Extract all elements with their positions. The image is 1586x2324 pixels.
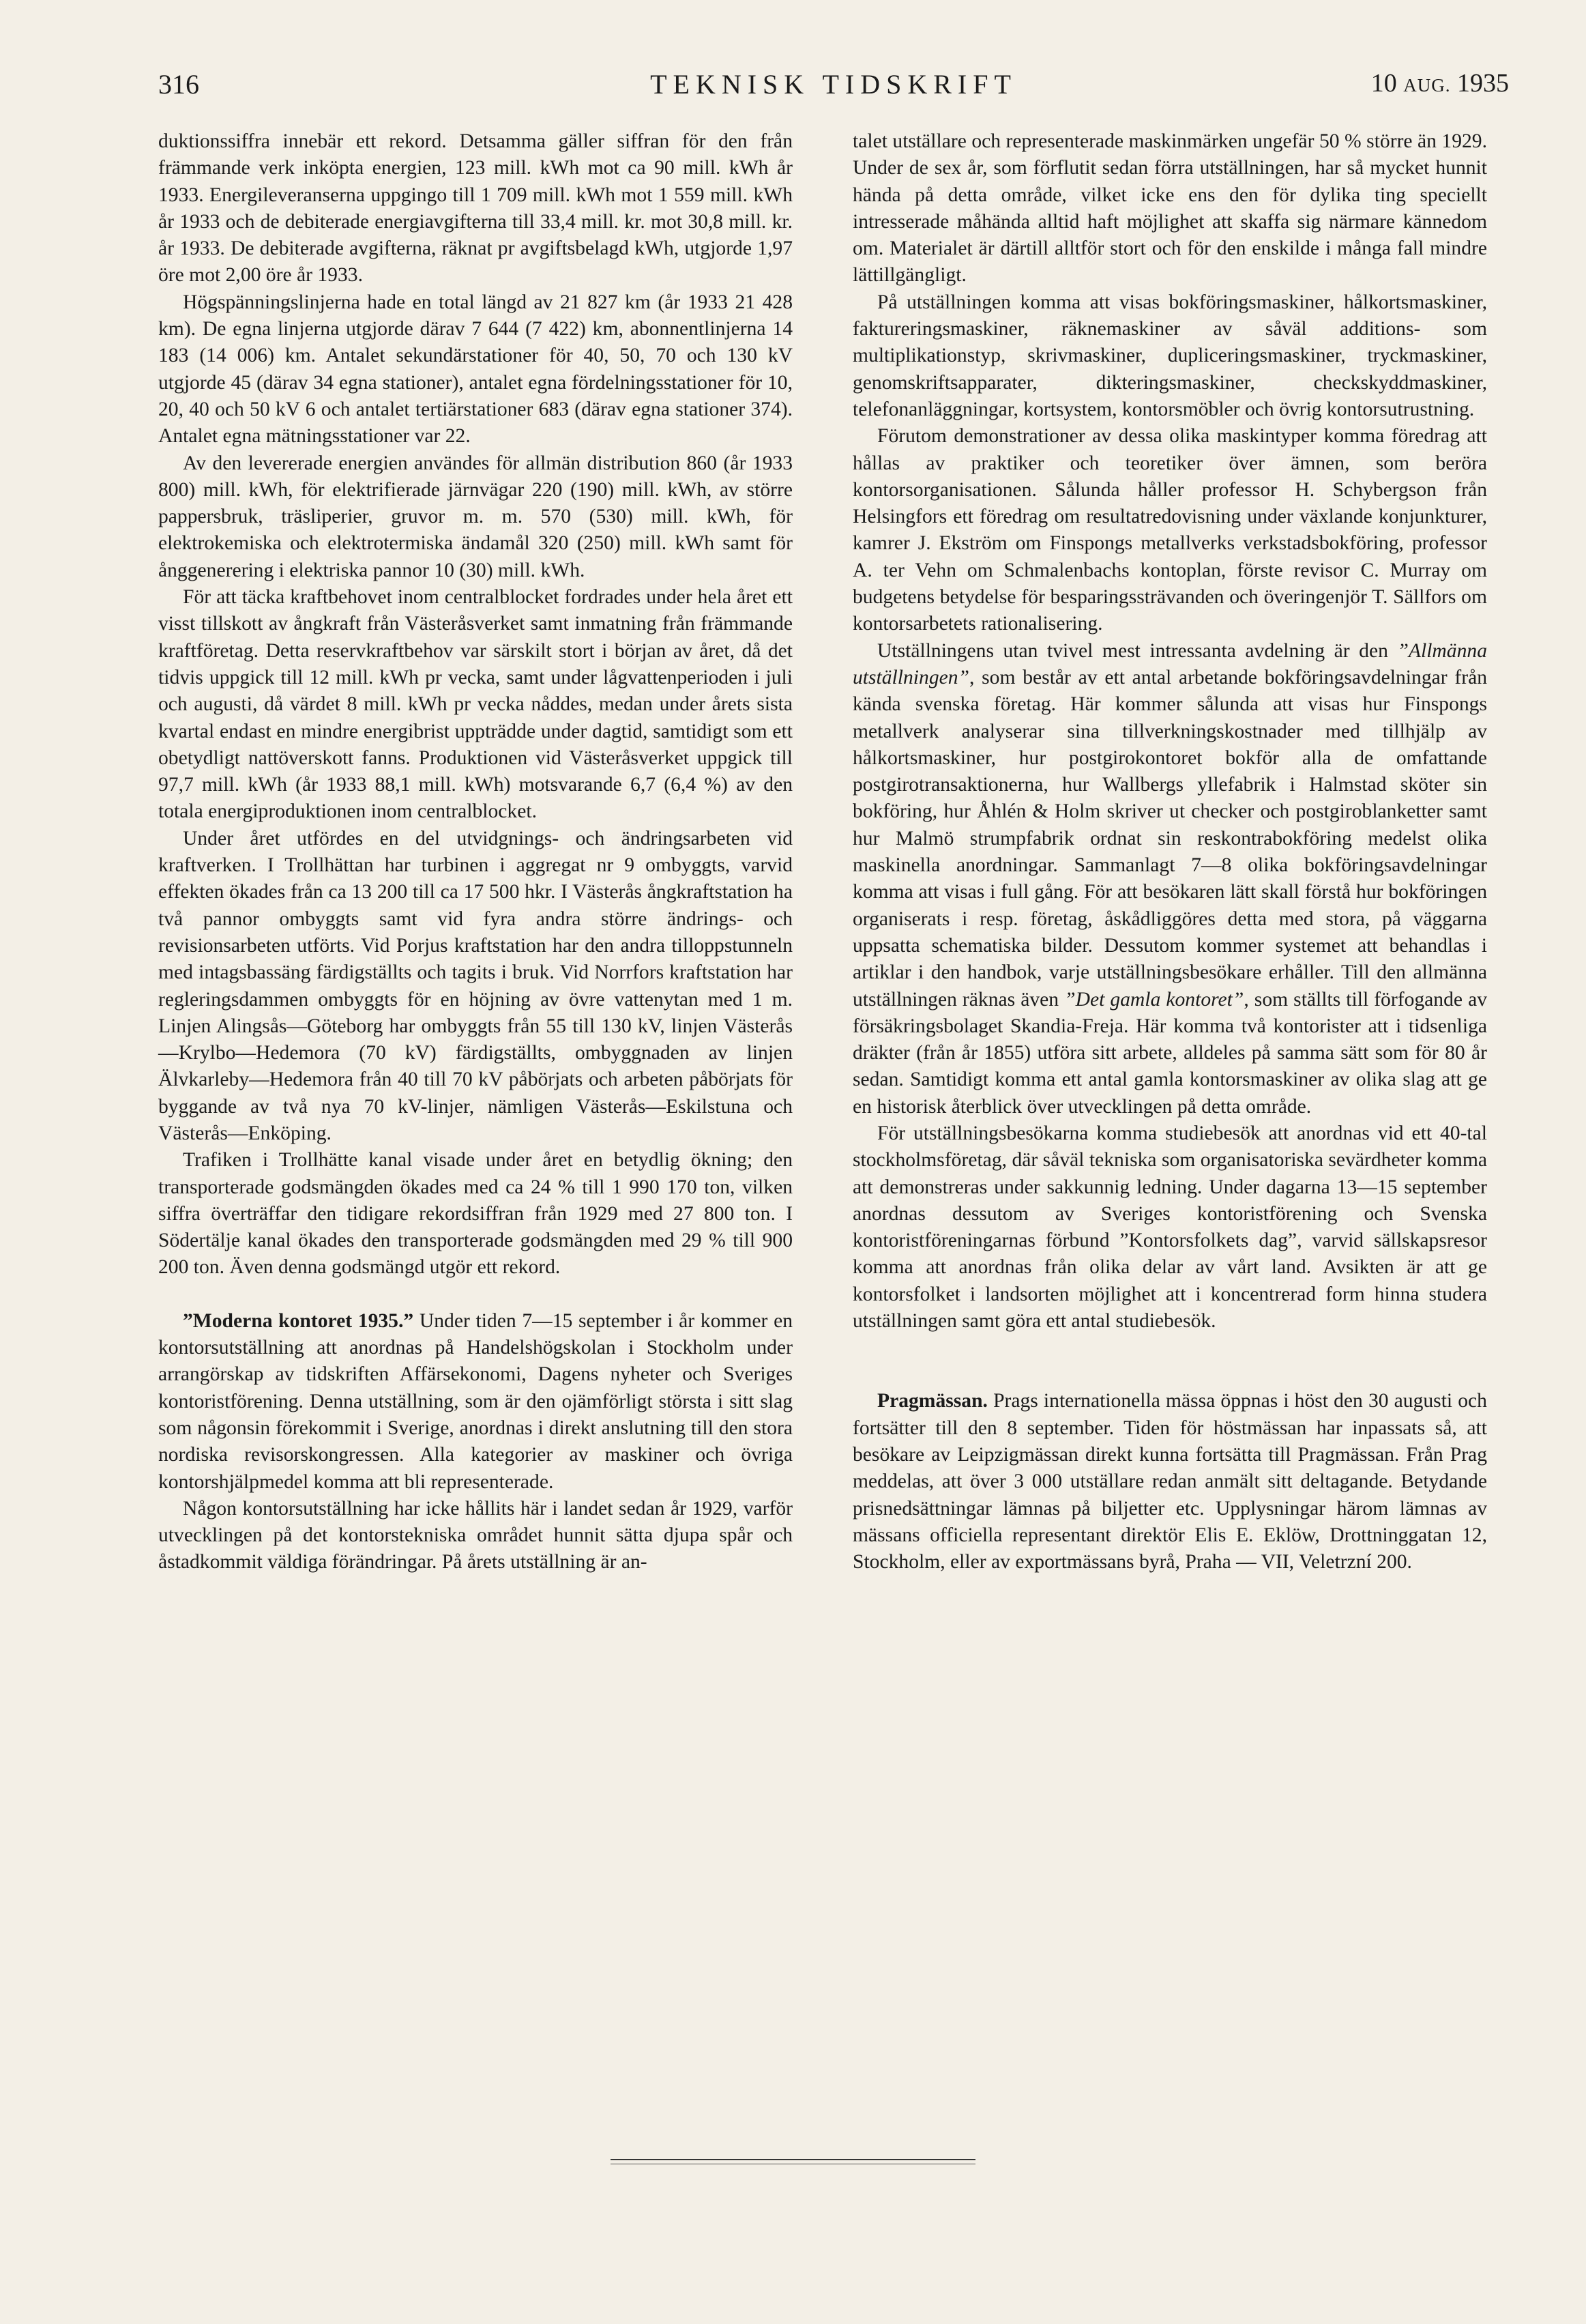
issue-date	[1371, 68, 1509, 98]
paragraph: För att täcka kraftbehovet inom centralblocket fordrades under hela året ett visst tillskott av ångkraft från Västeråsverket samt inmatning från främmande kraftföretag. Detta reservkraftbehov var särskilt stort i början av året, då det tidvis uppgick till 12 mill. kWh pr vecka, samt under lågvattenperioden i juli och augusti, då värdet 8 mill. kWh pr vecka nåddes, medan under årets sista kvartal endast en mindre energibrist uppträdde under dagtid, samtidigt som ett obetydligt nattöverskott fanns. Produktionen vid Västeråsverket uppgick till 97,7 mill. kWh (år 1933 88,1 mill. kWh) motsvarande 6,7 (6,4 %) av den totala energiproduktionen inom centralblocket.	[158, 586, 793, 823]
italic-title: ”Det gamla kontoret”	[1064, 988, 1244, 1011]
italic-title: ”Allmänna utställningen”	[853, 639, 1487, 688]
paragraph: Under året utfördes en del utvidgnings- och ändringsarbeten vid kraftverken. I Trollhättan har turbinen i aggregat nr 9 ombyggts, varvid effekten ökades från ca 13 200 till ca 17 500 hkr. I Västerås ångkraftstation ha två pannor ombyggts samt vid fyra andra större ändrings- och revisionsarbeten utförts. Vid Porjus kraftstation har den andra tilloppstunneln med intagsbassäng färdigställts och tagits i bruk. Vid Norrfors kraftstation har regleringsdammen ombyggts för en höjning av övre vattenytan med 1 m. Linjen Alingsås—Göteborg har ombyggts från 55 till 130 kV, linjen Västerås—Krylbo—Hedemora (70 kV) färdigställts, ombyggnaden av linjen Älvkarleby—Hedemora från 40 till 70 kV påbörjats och arbeten påbörjats för byggande av två nya 70 kV-linjer, nämligen Västerås—Eskilstuna och Västerås—Enköping.	[158, 827, 793, 1144]
issue-day: 10	[1370, 69, 1397, 98]
section-heading: Pragmässan.	[877, 1390, 988, 1412]
paragraph: Högspänningslinjerna hade en total längd av 21 827 km (år 1933 21 428 km). De egna linjerna utgjorde därav 7 644 (7 422) km, abonnentlinjerna 14 183 (14 006) km. Antalet sekundärstationer för 40, 50, 70 och 130 kV utgjorde 45 (därav 34 egna stationer), antalet egna fördelningsstationer för 10, 20, 40 och 50 kV 6 och antalet tertiärstationer 683 (därav egna stationer 374). Antalet egna mätningsstationer var 22.	[158, 291, 793, 448]
paragraph: Av den levererade energien användes för allmän distribution 860 (år 1933 800) mill. kWh, för elektrifierade järnvägar 220 (190) mill. kWh, av större pappersbruk, träsliperier, gruvor m. m. 570 (530) mill. kWh, för elektrokemiska och elektrotermiska ändamål 320 (250) mill. kWh samt för ånggenerering i elektriska pannor 10 (30) mill. kWh.	[158, 452, 793, 581]
issue-month: AUG.	[1403, 75, 1451, 96]
page-number: 316	[158, 69, 199, 100]
right-column	[853, 128, 1487, 1575]
page-header	[158, 68, 1509, 109]
pragmassan-section	[853, 1388, 1487, 1575]
issue-year: 1935	[1457, 69, 1509, 98]
paragraph-text: Prags internationella mässa öppnas i höst den 30 augusti och fortsätter till den 8 september. Tiden för höstmässan har inpassats så, att besökare av Leipzigmässan direkt kunna fortsätta till Pragmässan. Från Prag meddelas, att över 3 000 utställare redan anmält sitt deltagande. Betydande prisnedsättningar lämnas på biljetter etc. Upplysningar härom lämnas av mässans officiella representant direktör Elis E. Eklöw, Drottninggatan 12, Stockholm, eller av exportmässans byrå, Praha — VII, Veletrzní 200.	[853, 1390, 1487, 1573]
paragraph	[853, 638, 1487, 1120]
paragraph-text: Under tiden 7—15 september i år kommer en kontorsutställning att anordnas på Handelshögskolan i Stockholm under arrangörskap av tidskriften Affärsekonomi, Dagens nyheter och Sveriges kontoristförening. Denna utställning, som är den ojämförligt största i sitt slag som någonsin förekommit i Sverige, anordnas i direkt anslutning till den stora nordiska revisorskongressen. Alla kategorier av maskiner och övriga kontorshjälpmedel komma att bli representerade.	[158, 1309, 793, 1493]
paragraph: talet utställare och representerade maskinmärken ungefär 50 % större än 1929. Under de sex år, som förflutit sedan förra utställningen, har så mycket hunnit hända på detta område, vilket icke ens den för dylika ting speciellt intresserade måhända alltid haft möjlighet att skaffa sig närmare kännedom om. Materialet är därtill alltför stort och för den enskilde i många fall mindre lättillgängligt.	[853, 130, 1487, 287]
paragraph-text: , som består av ett antal arbetande bokföringsavdelningar från kända svenska företag. Här kommer sålunda att visas hur Finspongs metallverk analyserar sina tillverkningskostnader med tillhjälp av hålkortsmaskiner, hur postgirokontoret bokför alla de omfattande postgirotransaktionerna, hur Wallbergs yllefabrik i Halmstad sköter sin bokföring, hur Åhlén & Holm skriver ut checker och postgiroblanketter samt hur Malmö strumpfabrik ordnat sin reskontrabokföring medelst olika maskinella anordningar. Sammanlagt 7—8 olika bokföringsavdelningar komma att visas i full gång. För att besökaren lätt skall förstå hur bokföringen organiserats i resp. företag, åskådliggöres detta med stora, på väggarna uppsatta schematiska bilder. Dessutom kommer systemet att behandlas i artiklar i den handbok, varje utställningsbesökare erhåller. Till den allmänna utställningen räknas även	[853, 666, 1487, 1011]
paragraph: På utställningen komma att visas bokföringsmaskiner, hålkortsmaskiner, faktureringsmaskiner, räknemaskiner av såväl additions- som multiplikationstyp, skrivmaskiner, dupliceringsmaskiner, tryckmaskiner, genomskriftsapparater, dikteringsmaskiner, checkskyddmaskiner, telefonanläggningar, kortsystem, kontorsmöbler och övrig kontorsutrustning.	[853, 291, 1487, 420]
paragraph-text: , som ställts till förfogande av försäkringsbolaget Skandia-Freja. Här komma två kontorister att i tidsenliga dräkter (från år 1855) utföra sitt arbete, alldeles på samma sätt som för 80 år sedan. Samtidigt komma ett antal gamla kontorsmaskiner av olika slag att ge en historisk återblick över utvecklingen på detta område.	[853, 988, 1487, 1118]
paragraph-text: Utställningens utan tvivel mest intressanta avdelning är den	[877, 639, 1398, 662]
left-column	[158, 128, 793, 1576]
paragraph: Förutom demonstrationer av dessa olika maskintyper komma föredrag att hållas av praktiker och teoretiker över ämnen, som beröra kontorsorganisationen. Sålunda håller professor H. Schybergson från Helsingfors ett föredrag om resultatredovisning under växlande konjunkturer, kamrer J. Ekström om Finspongs metallverks verkstadsbokföring, professor A. ter Vehn om Schmalenbachs kontoplan, förste revisor C. Murray om budgetens betydelse för besparingssträvanden och överingenjör T. Sällfors om kontorsarbetets rationalisering.	[853, 425, 1487, 635]
paragraph: Någon kontorsutställning har icke hållits här i landet sedan år 1929, varför utvecklingen på det kontorstekniska området hunnit sätta djupa spår och åstadkommit väldiga förändringar. På årets utställning är an-	[158, 1497, 793, 1573]
moderna-kontoret-section	[158, 1308, 793, 1496]
paragraph: För utställningsbesökarna komma studiebesök att anordnas vid ett 40-tal stockholmsföretag, där såväl tekniska som organisatoriska sevärdheter komma att demonstreras under sakkunnig ledning. Under dagarna 13—15 september anordnas dessutom av Sveriges kontoristförening och Svenska kontoristföreningarnas förbund ”Kontorsfolkets dag”, varvid sällskapsresor komma att anordnas från olika delar av vårt land. Avsikten är att ge kontorsfolket i landsorten möjlighet att i koncentrerad form hinna studera utställningen samt göra ett antal studiebesök.	[853, 1122, 1487, 1333]
paragraph: duktionssiffra innebär ett rekord. Detsamma gäller siffran för den från främmande verk inköpta energien, 123 mill. kWh mot ca 90 mill. kWh år 1933. Energileveranserna uppgingo till 1 709 mill. kWh mot 1 559 mill. kWh år 1933 och de debiterade energiavgifterna till 33,4 mill. kr. mot 30,8 mill. kr. år 1933. De debiterade avgifterna, räknat pr avgiftsbelagd kWh, utgjorde 1,97 öre mot 2,00 öre år 1933.	[158, 130, 793, 287]
journal-title: TEKNISK TIDSKRIFT	[650, 69, 1017, 100]
end-rule	[611, 2159, 975, 2164]
section-heading: ”Moderna kontoret 1935.”	[183, 1309, 414, 1332]
paragraph: Trafiken i Trollhätte kanal visade under året en betydlig ökning; den transporterade godsmängden ökades med ca 24 % till 1 990 170 ton, vilken siffra överträffar den tidigare rekordsiffran från 1929 med 27 800 ton. I Södertälje kanal ökades den transporterade godsmängden med 29 % till 900 200 ton. Även denna godsmängd utgör ett rekord.	[158, 1149, 793, 1279]
